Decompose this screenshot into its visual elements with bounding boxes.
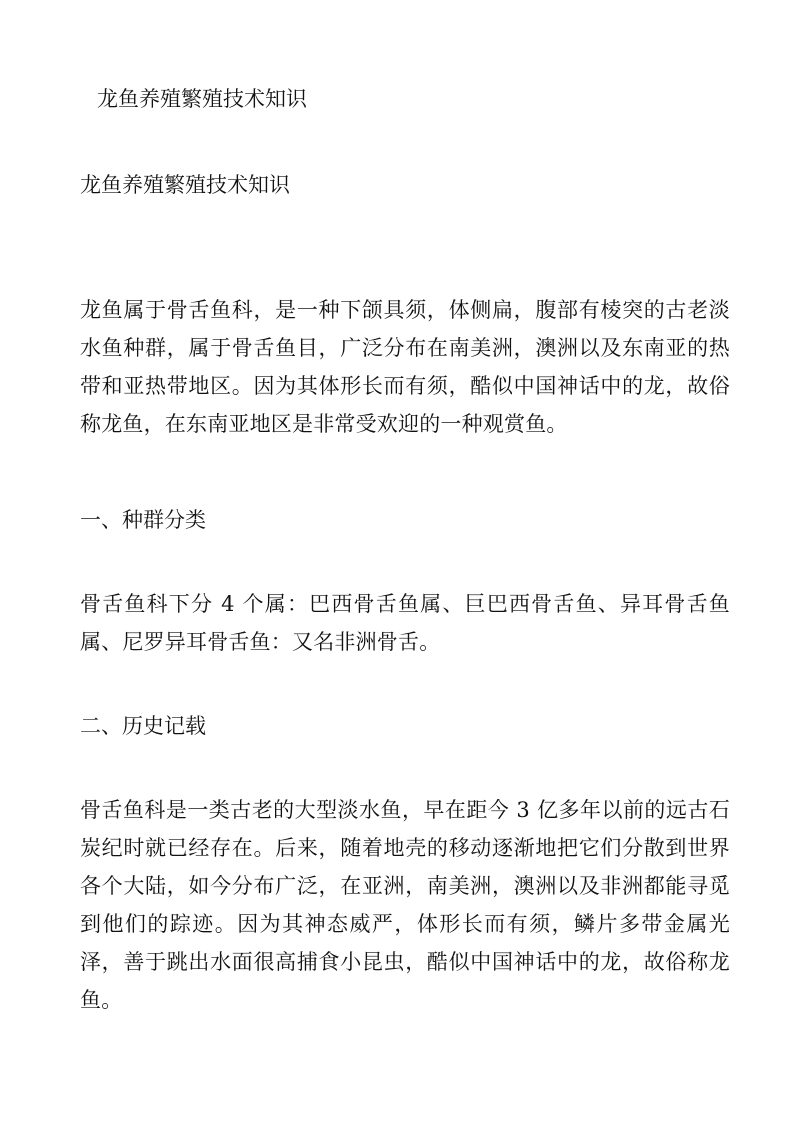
intro-paragraph: 龙鱼属于骨舌鱼科，是一种下颌具须，体侧扁，腹部有棱突的古老淡水鱼种群，属于骨舌鱼目，广泛分布在南美洲，澳洲以及东南亚的热带和亚热带地区。因为其体形长而有须，酷似中国神话中的龙，故俗称龙鱼，在东南亚地区是非常受欢迎的一种观赏鱼。 bbox=[80, 298, 730, 436]
section-heading-classification: 一、种群分类 bbox=[80, 508, 206, 532]
header-title: 龙鱼养殖繁殖技术知识 bbox=[97, 87, 307, 111]
document-title: 龙鱼养殖繁殖技术知识 bbox=[80, 173, 290, 197]
section-heading-history: 二、历史记载 bbox=[80, 714, 206, 738]
classification-paragraph: 骨舌鱼科下分 4 个属：巴西骨舌鱼属、巨巴西骨舌鱼、异耳骨舌鱼属、尼罗异耳骨舌鱼：又名非洲骨舌。 bbox=[80, 592, 730, 654]
history-paragraph: 骨舌鱼科是一类古老的大型淡水鱼，早在距今 3 亿多年以前的远古石炭纪时就已经存在。后来，随着地壳的移动逐渐地把它们分散到世界各个大陆，如今分布广泛，在亚洲，南美洲，澳洲以及非洲都能寻觅到他们的踪迹。因为其神态威严，体形长而有须，鳞片多带金属光泽，善于跳出水面很高捕食小昆虫，酷似中国神话中的龙，故俗称龙鱼。 bbox=[80, 798, 730, 1012]
